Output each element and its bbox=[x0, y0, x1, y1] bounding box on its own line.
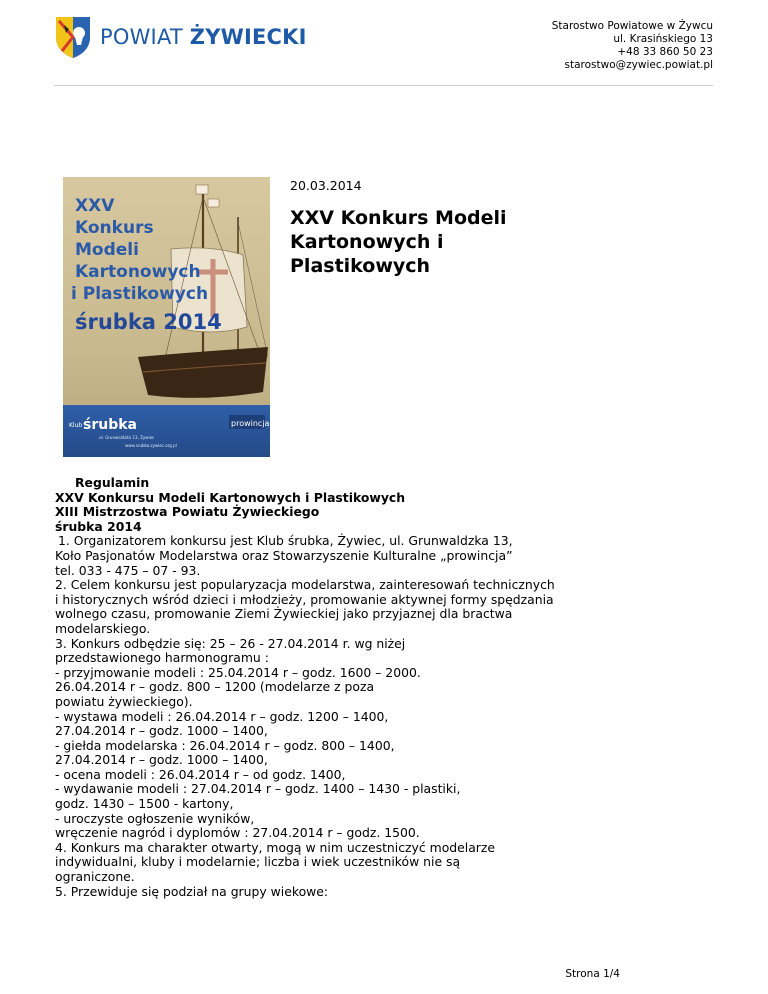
body-line: ograniczone. bbox=[55, 869, 135, 885]
poster-title-line-2: Konkurs bbox=[75, 218, 154, 238]
body-line: 3. Konkurs odbędzie się: 25 – 26 - 27.04.2014 r. wg niżej bbox=[55, 635, 406, 651]
contact-email[interactable]: starostwo@zywiec.powiat.pl bbox=[564, 59, 713, 71]
body-line: i historycznych wśród dzieci i młodzieży, promowanie aktywnej formy spędzania bbox=[55, 591, 554, 607]
poster-title-line-5: i Plastikowych bbox=[71, 284, 209, 304]
logo-text-light: POWIAT bbox=[100, 25, 190, 49]
contact-street: ul. Krasińskiego 13 bbox=[613, 33, 713, 45]
poster-web: www.srubka.zywiec.org.pl bbox=[125, 443, 177, 448]
poster-subtitle: śrubka 2014 bbox=[75, 310, 222, 334]
body-line: - przyjmowanie modeli : 25.04.2014 r – godz. 1600 – 2000. bbox=[55, 664, 421, 680]
contact-phone: +48 33 860 50 23 bbox=[617, 46, 713, 58]
body-line: wręczenie nagród i dyplomów : 27.04.2014 r – godz. 1500. bbox=[55, 825, 420, 841]
logo-text-bold: ŻYWIECKI bbox=[189, 25, 307, 49]
site-logo[interactable] bbox=[54, 14, 307, 60]
body-line: modelarskiego. bbox=[55, 620, 151, 636]
body-line: XXV Konkursu Modeli Kartonowych i Plastikowych bbox=[55, 489, 406, 505]
body-line: 27.04.2014 r – godz. 1000 – 1400, bbox=[55, 723, 268, 739]
poster-title-line-3: Modeli bbox=[75, 240, 139, 260]
body-line: indywidualni, kluby i modelarnie; liczba i wiek uczestników nie są bbox=[55, 854, 461, 870]
body-line: - giełda modelarska : 26.04.2014 r – godz. 800 – 1400, bbox=[55, 737, 395, 753]
article-body bbox=[55, 476, 675, 899]
event-poster-image bbox=[63, 177, 270, 457]
body-line: - wystawa modeli : 26.04.2014 r – godz. 1200 – 1400, bbox=[55, 708, 389, 724]
body-line: godz. 1430 – 1500 - kartony, bbox=[55, 796, 234, 812]
body-line: 27.04.2014 r – godz. 1000 – 1400, bbox=[55, 752, 268, 768]
poster-club-prefix: Klub bbox=[69, 422, 83, 429]
header-divider bbox=[54, 85, 713, 86]
body-line: 4. Konkurs ma charakter otwarty, mogą w nim uczestniczyć modelarze bbox=[55, 839, 496, 855]
body-line: - uroczyste ogłoszenie wyników, bbox=[55, 810, 255, 826]
poster-club-name: śrubka bbox=[83, 417, 137, 433]
article-title: XXV Konkurs Modeli Kartonowych i Plastikowych bbox=[290, 207, 507, 277]
poster-title-line-4: Kartonowych bbox=[75, 262, 201, 282]
body-line: wolnego czasu, promowanie Ziemi Żywieckiej jako przyjaznej dla bractwa bbox=[55, 606, 513, 622]
body-line: tel. 033 - 475 – 07 - 93. bbox=[55, 562, 201, 578]
coat-of-arms-icon bbox=[54, 15, 92, 59]
body-line: 5. Przewiduje się podział na grupy wiekowe: bbox=[55, 883, 329, 899]
body-line: przedstawionego harmonogramu : bbox=[55, 650, 269, 666]
body-line: 1. Organizatorem konkursu jest Klub śrubka, Żywiec, ul. Grunwaldzka 13, bbox=[58, 533, 513, 549]
body-line: 26.04.2014 r – godz. 800 – 1200 (modelarze z poza bbox=[55, 679, 375, 695]
body-line: - wydawanie modeli : 27.04.2014 r – godz. 1400 – 1430 - plastiki, bbox=[55, 781, 461, 797]
body-line: Koło Pasjonatów Modelarstwa oraz Stowarzyszenie Kulturalne „prowincja” bbox=[55, 547, 513, 563]
body-line: Regulamin bbox=[75, 475, 150, 490]
article-date: 20.03.2014 bbox=[290, 178, 362, 193]
poster-title-line-1: XXV bbox=[75, 196, 115, 216]
poster-partner: prowincja bbox=[231, 419, 270, 428]
contact-office: Starostwo Powiatowe w Żywcu bbox=[551, 20, 713, 32]
body-line: - ocena modeli : 26.04.2014 r – od godz. 1400, bbox=[55, 766, 346, 782]
body-line: 2. Celem konkursu jest popularyzacja modelarstwa, zainteresowań technicznych bbox=[55, 577, 555, 593]
page-number: Strona 1/4 bbox=[565, 968, 620, 980]
body-line: śrubka 2014 bbox=[55, 518, 142, 534]
body-line: XIII Mistrzostwa Powiatu Żywieckiego bbox=[55, 504, 320, 520]
body-line: powiatu żywieckiego). bbox=[55, 693, 193, 709]
contact-block bbox=[552, 20, 713, 72]
logo-text bbox=[100, 25, 307, 49]
poster-address: ul. Grunwaldzka 13, Żywiec bbox=[99, 435, 155, 440]
